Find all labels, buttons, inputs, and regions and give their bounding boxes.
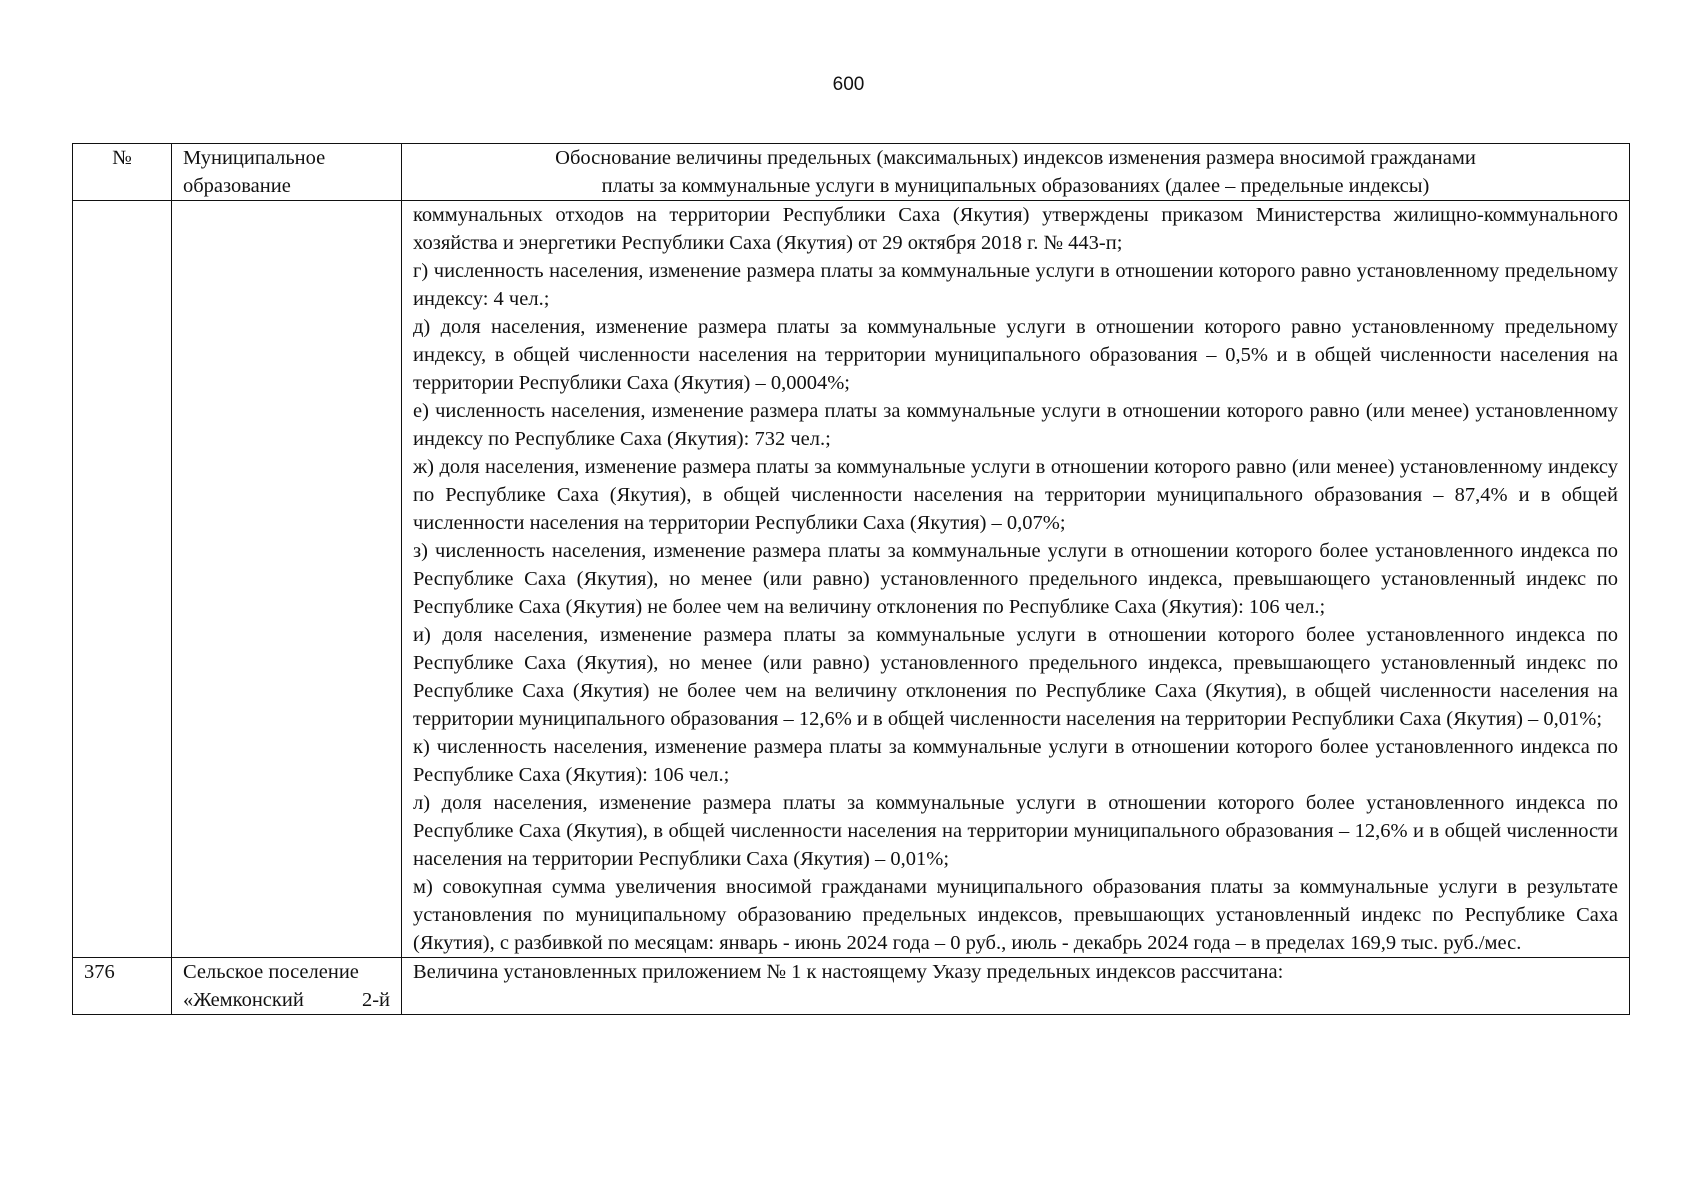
header-municipality-line2: образование bbox=[183, 175, 291, 197]
row-376-municipality-line1: Сельское поселение bbox=[183, 961, 359, 983]
paragraph-zh: ж) доля населения, изменение размера платы за коммунальные услуги в отношении которого равно (или менее) установленному индексу по Республике Саха (Якутия), в общей численности населения на территории муниципального образования – 87,4% и в общей численности населения на территории Республики Саха (Якутия) – 0,07%; bbox=[413, 456, 1618, 534]
paragraph-d: д) доля населения, изменение размера платы за коммунальные услуги в отношении которого равно установленному предельному индексу, в общей численности населения на территории муниципального образования – 0,5% и в общей численности населения на территории Республики Саха (Якутия) – 0,0004%; bbox=[413, 316, 1618, 394]
indices-table bbox=[72, 143, 1630, 1015]
row-376-municipality bbox=[172, 958, 402, 1015]
paragraph-l: л) доля населения, изменение размера платы за коммунальные услуги в отношении которого более установленного индекса по Республике Саха (Якутия), в общей численности населения на территории муниципального образования – 12,6% и в общей численности населения на территории Республики Саха (Якутия) – 0,01%; bbox=[413, 792, 1618, 870]
paragraph-k: к) численность населения, изменение размера платы за коммунальные услуги в отношении которого более установленного индекса по Республике Саха (Якутия): 106 чел.; bbox=[413, 736, 1618, 786]
header-justification bbox=[402, 144, 1630, 201]
row-376-text bbox=[402, 958, 1630, 1015]
header-municipality-line1: Муниципальное bbox=[183, 147, 326, 169]
row-376-paragraph: Величина установленных приложением № 1 к настоящему Указу предельных индексов рассчитана: bbox=[413, 961, 1284, 983]
header-justification-line2: платы за коммунальные услуги в муниципальных образованиях (далее – предельные индексы) bbox=[601, 175, 1430, 197]
paragraph-i: и) доля населения, изменение размера платы за коммунальные услуги в отношении которого более установленного индекса по Республике Саха (Якутия), но менее (или равно) установленного предельного индекса, превышающего установленный индекс по Республике Саха (Якутия) не более чем на величину отклонения по Республике Саха (Якутия), в общей численности населения на территории муниципального образования – 12,6% и в общей численности населения на территории Республики Саха (Якутия) – 0,01%; bbox=[413, 624, 1618, 730]
paragraph-g: г) численность населения, изменение размера платы за коммунальные услуги в отношении которого равно установленному предельному индексу: 4 чел.; bbox=[413, 260, 1618, 310]
row-376-municipality-line2 bbox=[183, 986, 390, 1014]
paragraph-e: е) численность населения, изменение размера платы за коммунальные услуги в отношении которого равно (или менее) установленному индексу по Республике Саха (Якутия): 732 чел.; bbox=[413, 400, 1618, 450]
page-number: 600 bbox=[832, 74, 865, 95]
table-header-row bbox=[73, 144, 1630, 201]
row-376-number: 376 bbox=[73, 958, 172, 1015]
header-number: № bbox=[73, 144, 172, 201]
row-376-municipality-line2-a: «Жемконский bbox=[183, 989, 304, 1011]
paragraph-m: м) совокупная сумма увеличения вносимой гражданами муниципального образования платы за коммунальные услуги в результате установления по муниципальному образованию предельных индексов, превышающих установленный индекс по Республике Саха (Якутия), с разбивкой по месяцам: январь - июнь 2024 года – 0 руб., июль - декабрь 2024 года – в пределах 169,9 тыс. руб./мес. bbox=[413, 876, 1618, 954]
paragraph-continuation: коммунальных отходов на территории Республики Саха (Якутия) утверждены приказом Министерства жилищно-коммунального хозяйства и энергетики Республики Саха (Якутия) от 29 октября 2018 г. № 443-п; bbox=[413, 204, 1618, 254]
row-376-municipality-line2-b: 2-й bbox=[361, 989, 390, 1011]
continuation-text-cell bbox=[402, 201, 1630, 958]
header-municipality bbox=[172, 144, 402, 201]
paragraph-z: з) численность населения, изменение размера платы за коммунальные услуги в отношении которого более установленного индекса по Республике Саха (Якутия), но менее (или равно) установленного предельного индекса, превышающего установленный индекс по Республике Саха (Якутия) не более чем на величину отклонения по Республике Саха (Якутия): 106 чел.; bbox=[413, 540, 1618, 618]
continuation-number-cell bbox=[73, 201, 172, 958]
table-row-continuation bbox=[73, 201, 1630, 958]
continuation-municipality-cell bbox=[172, 201, 402, 958]
table-row-376 bbox=[73, 958, 1630, 1015]
header-justification-line1: Обоснование величины предельных (максимальных) индексов изменения размера вносимой гражданами bbox=[555, 147, 1476, 169]
